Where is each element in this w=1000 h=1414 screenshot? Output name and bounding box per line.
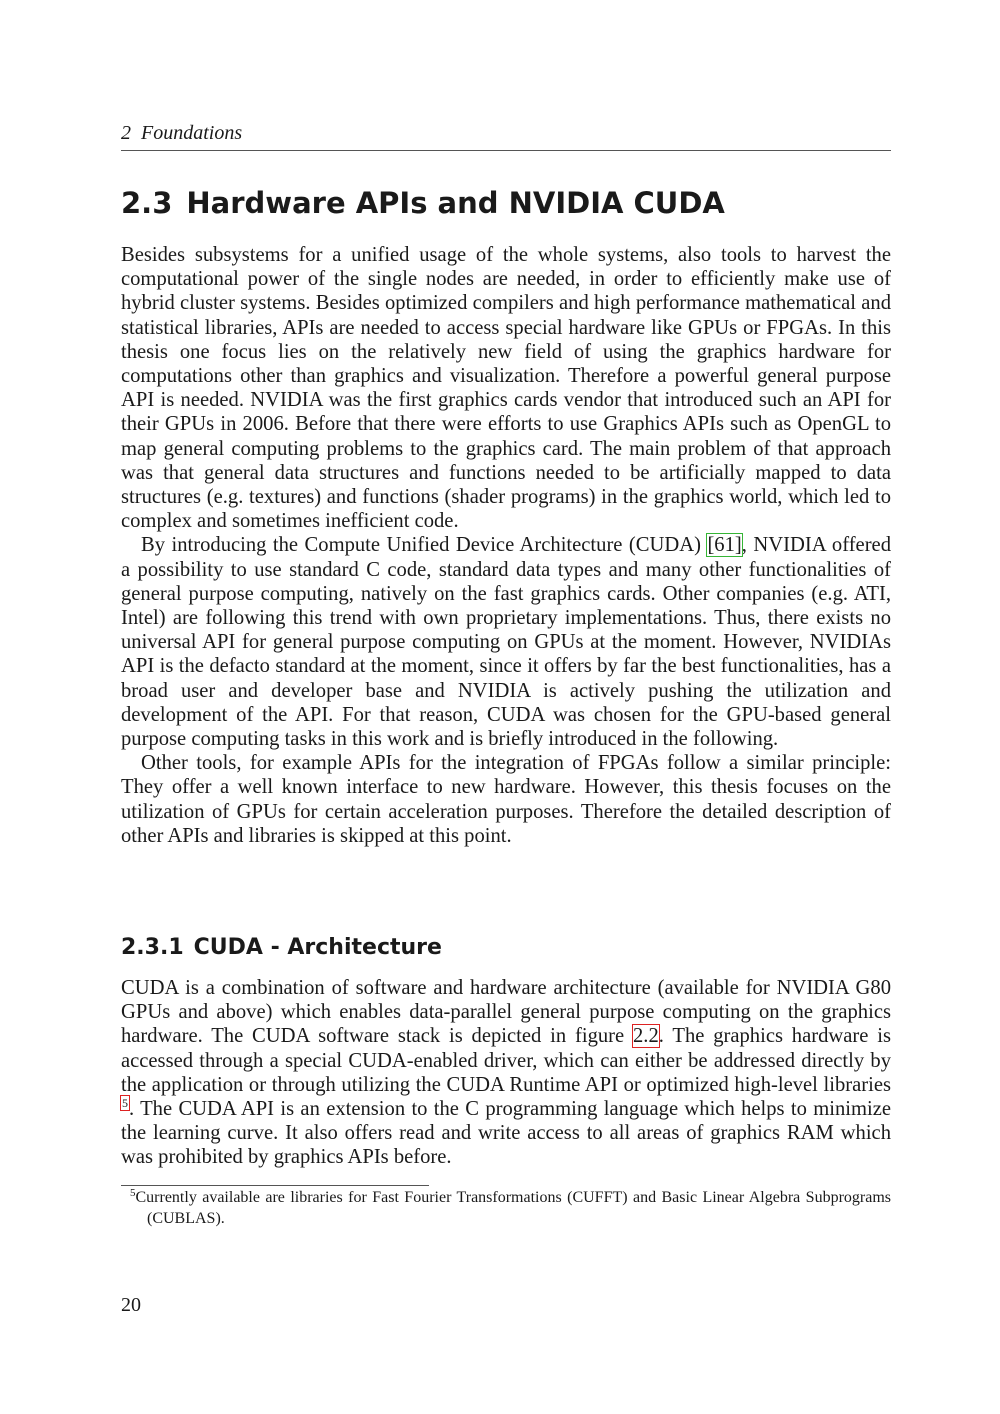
paragraph-2 — [121, 533, 891, 751]
subsection-body — [121, 976, 891, 1170]
subsection-paragraph-middle: . The graphics hardware is accessed through a special CUDA-enabled driver, which can either be addressed directly by the application or through utilizing the CUDA Runtime API or optimized high-level libraries — [121, 1025, 891, 1096]
section-title-text: Hardware APIs and NVIDIA CUDA — [186, 186, 725, 220]
section-number: 2.3 — [121, 186, 173, 220]
figure-reference-link[interactable]: 2.2 — [633, 1025, 659, 1048]
subsection-number: 2.3.1 — [121, 935, 184, 960]
footnote-mark: 5 — [130, 1187, 136, 1199]
running-header — [121, 121, 891, 151]
footnote-divider — [121, 1185, 429, 1186]
paragraph-3: Other tools, for example APIs for the integration of FPGAs follow a similar principle: They offer a well known interface to new hardware. However, this thesis focuses on the utilization of GPUs for certain acceleration purposes. Therefore the detailed description of other APIs and libraries is skipped at this point. — [121, 752, 891, 847]
paragraph-2-start: By introducing the Compute Unified Device Architecture (CUDA) — [141, 534, 708, 557]
footnote — [121, 1188, 891, 1229]
footnote-text: Currently available are libraries for Fast Fourier Transformations (CUFFT) and Basic Linear Algebra Subprograms (CUBLAS). — [135, 1189, 891, 1227]
subsection-paragraph-end: . The CUDA API is an extension to the C programming language which helps to minimize the learning curve. It also offers read and write access to all areas of graphics RAM which was prohibited by graphics APIs before. — [121, 1098, 891, 1169]
section-title — [121, 183, 725, 223]
subsection-title — [121, 933, 442, 963]
subsection-paragraph — [121, 976, 891, 1170]
page-number: 20 — [121, 1294, 141, 1316]
footnote-reference-link[interactable]: 5 — [122, 1096, 128, 1111]
citation-link[interactable]: [61] — [707, 534, 742, 557]
running-header-title: 2 Foundations — [121, 122, 243, 144]
subsection-paragraph-start: CUDA is a combination of software and hardware architecture (available for NVIDIA G80 GPUs and above) which enables data-parallel general purpose computing on the graphics hardware. The CUDA software stack is depicted in figure — [121, 977, 891, 1048]
paragraph-1: Besides subsystems for a unified usage of the whole systems, also tools to harvest the computational power of the single nodes are needed, in order to efficiently make use of hybrid cluster systems. Besides optimized compilers and high performance mathematical and statistical libraries, APIs are needed to access special hardware like GPUs or FPGAs. In this thesis one focus lies on the relatively new field of using the graphics hardware for computations other than graphics and visualization. Therefore a powerful general purpose API is needed. NVIDIA was the first graphics cards vendor that introduced such an API for their GPUs in 2006. Before that there were efforts to use Graphics APIs such as OpenGL to map general computing problems to the graphics card. The main problem of that approach was that general data structures and functions needed to be artificially mapped to data structures (e.g. textures) and functions (shader programs) in the graphics world, which led to complex and sometimes inefficient code. — [121, 244, 891, 533]
subsection-title-text: CUDA - Architecture — [193, 935, 442, 960]
paragraph-2-rest: , NVIDIA offered a possibility to use standard C code, standard data types and many other functionalities of general purpose computing, natively on the fast graphics cards. Other companies (e.g. ATI, Intel) are following this trend with own proprietary implementations. Thus, there exists no universal API for general purpose computing on GPUs at the moment. However, NVIDIAs API is the defacto standard at the moment, since it offers by far the best functionalities, has a broad user and developer base and NVIDIA is actively pushing the utilization and development of the API. For that reason, CUDA was chosen for the GPU-based general purpose computing tasks in this work and is briefly introduced in the following. — [121, 534, 891, 751]
section-body — [121, 243, 891, 848]
